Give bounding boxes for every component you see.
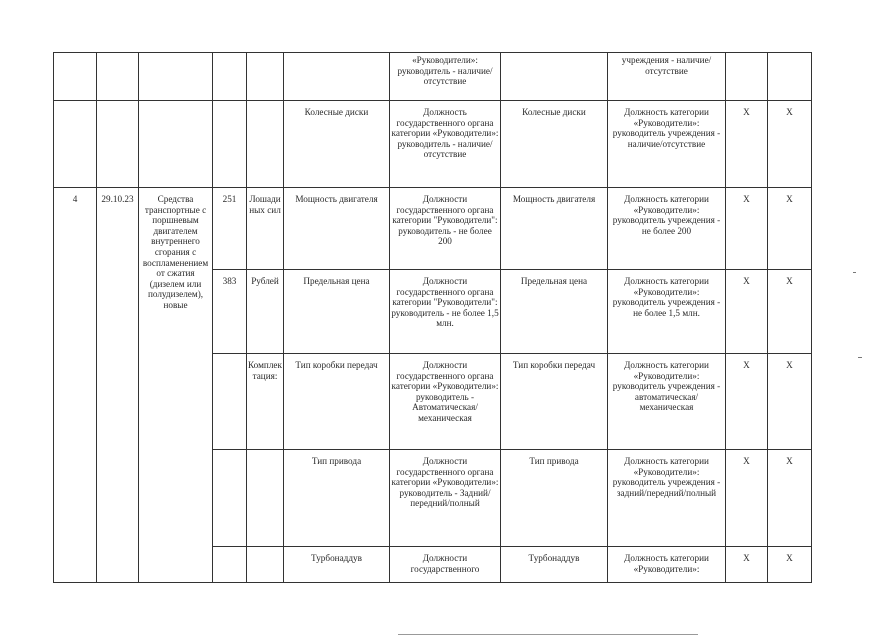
cell-function — [768, 53, 812, 101]
cell-unit-code — [213, 547, 247, 583]
cell-characteristic-approved: Турбонаддув — [501, 547, 608, 583]
table-row — [54, 53, 812, 101]
table-row — [54, 188, 812, 270]
cell-justification: Х — [726, 270, 768, 354]
cell-value-requirement: Должности государственного — [390, 547, 501, 583]
cell-justification: Х — [726, 547, 768, 583]
cell-unit-name: Лошадиных сил — [247, 188, 284, 270]
cell-number — [54, 101, 97, 188]
cell-unit-name — [247, 450, 284, 547]
cell-value-approved: Должность категории «Руководители»: руководитель учреждения - не более 200 — [608, 188, 726, 270]
cell-product-name — [139, 101, 213, 188]
cell-characteristic: Колесные диски — [284, 101, 390, 188]
cell-characteristic: Тип коробки передач — [284, 354, 390, 450]
cell-product-name: Средства транспортные с поршневым двигателем внутреннего сгорания с воспламенением от сжатия (дизелем или полудизелем), новые — [139, 188, 213, 583]
table-row — [54, 101, 812, 188]
cell-value-approved: Должность категории «Руководители»: руководитель учреждения - наличие/отсутствие — [608, 101, 726, 188]
cell-characteristic: Мощность двигателя — [284, 188, 390, 270]
cell-value-approved: учреждения - наличие/отсутствие — [608, 53, 726, 101]
cell-justification — [726, 53, 768, 101]
cell-value-approved: Должность категории «Руководители»: руководитель учреждения - задний/передний/полный — [608, 450, 726, 547]
scan-speck — [858, 357, 862, 358]
cell-unit-name: Рублей — [247, 270, 284, 354]
scan-speck — [853, 272, 856, 273]
cell-number: 4 — [54, 188, 97, 583]
cell-number — [54, 53, 97, 101]
cell-characteristic: Турбонаддув — [284, 547, 390, 583]
cell-justification: Х — [726, 450, 768, 547]
cell-value-requirement: Должности государственного органа категории «Руководители»: руководитель - Задний/передний/полный — [390, 450, 501, 547]
cell-characteristic — [284, 53, 390, 101]
cell-code — [97, 53, 139, 101]
cell-characteristic-approved: Предельная цена — [501, 270, 608, 354]
cell-characteristic-approved: Тип привода — [501, 450, 608, 547]
cell-unit-code — [213, 354, 247, 450]
cell-justification: Х — [726, 188, 768, 270]
cell-unit-code — [213, 53, 247, 101]
cell-function: Х — [768, 270, 812, 354]
cell-unit-code: 383 — [213, 270, 247, 354]
cell-function: Х — [768, 547, 812, 583]
cell-function: Х — [768, 101, 812, 188]
cell-unit-code — [213, 101, 247, 188]
cell-product-name — [139, 53, 213, 101]
cell-value-approved: Должность категории «Руководители»: руководитель учреждения - автоматическая/механическая — [608, 354, 726, 450]
cell-justification: Х — [726, 354, 768, 450]
cell-value-approved: Должность категории «Руководители»: руководитель учреждения - не более 1,5 млн. — [608, 270, 726, 354]
cell-characteristic-approved: Мощность двигателя — [501, 188, 608, 270]
cell-characteristic-approved: Тип коробки передач — [501, 354, 608, 450]
cell-characteristic: Предельная цена — [284, 270, 390, 354]
cell-value-approved: Должность категории «Руководители»: — [608, 547, 726, 583]
cell-value-requirement: Должности государственного органа категории "Руководители": руководитель - не более 1,5 млн. — [390, 270, 501, 354]
scan-edge-line — [398, 634, 698, 635]
cell-function: Х — [768, 188, 812, 270]
cell-characteristic: Тип привода — [284, 450, 390, 547]
cell-unit-name — [247, 53, 284, 101]
cell-unit-name — [247, 547, 284, 583]
cell-unit-code — [213, 450, 247, 547]
specification-table — [53, 52, 812, 583]
cell-value-requirement: Должности государственного органа категории «Руководители»: руководитель - Автоматическая/механическая — [390, 354, 501, 450]
cell-justification: Х — [726, 101, 768, 188]
cell-value-requirement: «Руководители»: руководитель - наличие/отсутствие — [390, 53, 501, 101]
cell-unit-name: Комплектация: — [247, 354, 284, 450]
cell-unit-code: 251 — [213, 188, 247, 270]
cell-function: Х — [768, 450, 812, 547]
cell-characteristic-approved: Колесные диски — [501, 101, 608, 188]
cell-characteristic-approved — [501, 53, 608, 101]
cell-function: Х — [768, 354, 812, 450]
cell-code: 29.10.23 — [97, 188, 139, 583]
cell-unit-name — [247, 101, 284, 188]
cell-code — [97, 101, 139, 188]
cell-value-requirement: Должности государственного органа категории "Руководители": руководитель - не более 200 — [390, 188, 501, 270]
cell-value-requirement: Должность государственного органа категории «Руководители»: руководитель - наличие/отсутствие — [390, 101, 501, 188]
